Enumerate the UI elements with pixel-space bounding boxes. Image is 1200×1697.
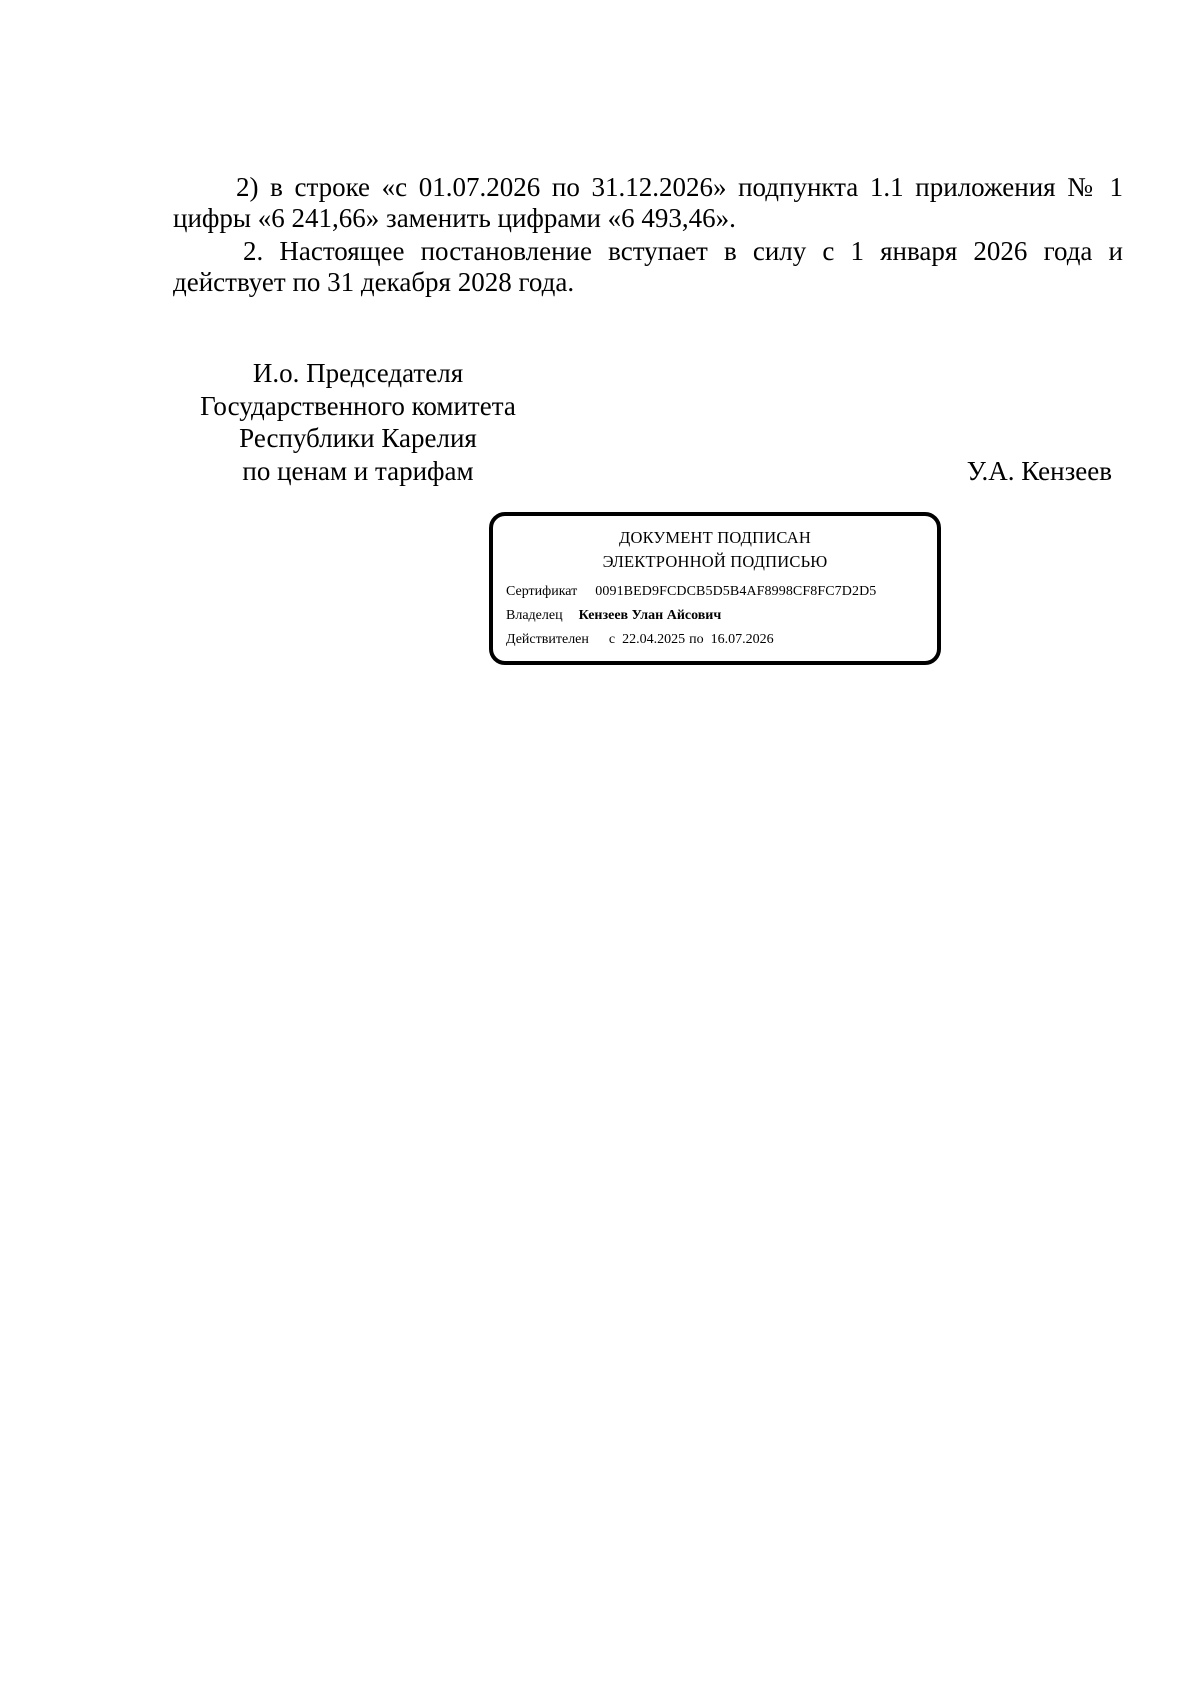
stamp-title bbox=[493, 526, 937, 574]
electronic-signature-stamp bbox=[489, 512, 941, 665]
validity-to-word: по bbox=[689, 632, 704, 647]
signer-position-line: Республики Карелия bbox=[239, 423, 477, 453]
paragraph-effective-date: 2. Настоящее постановление вступает в силу с 1 января 2026 года и действует по 31 декабря 2028 года. bbox=[173, 236, 1123, 297]
validity-from-date: 22.04.2025 bbox=[622, 632, 686, 647]
owner-label: Владелец bbox=[506, 608, 563, 623]
validity-from-word: с bbox=[608, 632, 616, 647]
stamp-title-line: ЭЛЕКТРОННОЙ ПОДПИСЬЮ bbox=[602, 552, 828, 571]
certificate-label: Сертификат bbox=[506, 584, 578, 599]
stamp-owner-row bbox=[506, 607, 721, 625]
validity-label: Действителен bbox=[506, 632, 589, 647]
signer-position bbox=[173, 357, 543, 487]
stamp-title-line: ДОКУМЕНТ ПОДПИСАН bbox=[619, 528, 811, 547]
owner-value: Кензеев Улан Айсович bbox=[578, 608, 722, 623]
document-body bbox=[173, 172, 1123, 298]
signer-position-line: по ценам и тарифам bbox=[242, 455, 474, 486]
validity-to-date: 16.07.2026 bbox=[710, 632, 774, 647]
signer-name: У.А. Кензеев bbox=[966, 456, 1112, 486]
stamp-certificate-row bbox=[506, 583, 876, 601]
signer-position-line: Государственного комитета bbox=[200, 390, 516, 421]
signer-position-line: И.о. Председателя bbox=[252, 358, 464, 388]
stamp-validity-row bbox=[506, 631, 774, 649]
certificate-value: 0091BED9FCDCB5D5B4AF8998CF8FC7D2D5 bbox=[595, 584, 877, 599]
paragraph-amendment: 2) в строке «с 01.07.2026 по 31.12.2026» подпункта 1.1 приложения № 1 цифры «6 241,66» заменить цифрами «6 493,46». bbox=[173, 172, 1123, 233]
